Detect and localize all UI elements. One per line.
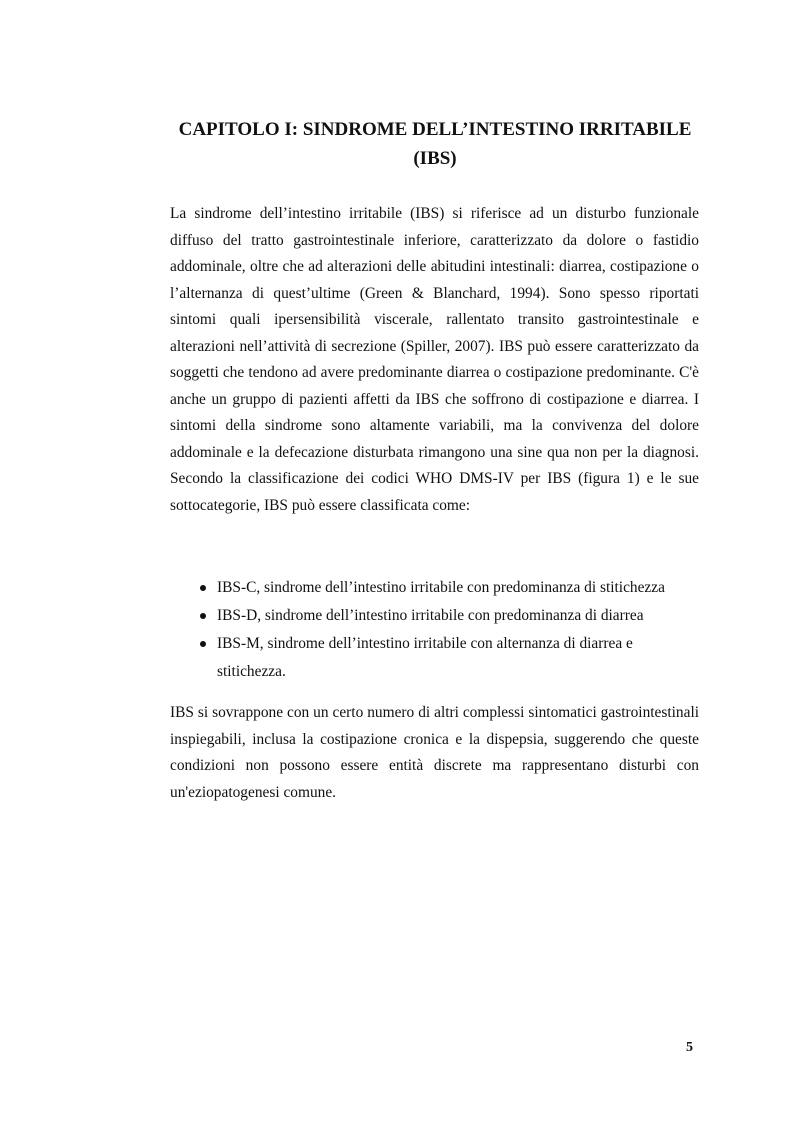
ibs-subtype-list bbox=[170, 574, 699, 686]
paragraph-intro: La sindrome dell’intestino irritabile (IBS) si riferisce ad un disturbo funzionale diffuso del tratto gastrointestinale inferiore, caratterizzato da dolore o fastidio addominale, oltre che ad alterazioni delle abitudini intestinali: diarrea, costipazione o l’alternanza di quest’ultime (Green & Blanchard, 1994). Sono spesso riportati sintomi quali ipersensibilità viscerale, rallentato transito gastrointestinale e alterazioni nell’attività di secrezione (Spiller, 2007). IBS può essere caratterizzato da soggetti che tendono ad avere predominante diarrea o costipazione predominante. C'è anche un gruppo di pazienti affetti da IBS che soffrono di costipazione e diarrea. I sintomi della sindrome sono altamente variabili, ma la convivenza del dolore addominale e la defecazione disturbata rimangono una sine qua non per la diagnosi. Secondo la classificazione dei codici WHO DMS-IV per IBS (figura 1) e le sue sottocategorie, IBS può essere classificata come: bbox=[170, 205, 699, 514]
bullet-icon bbox=[200, 613, 206, 619]
page-number: 5 bbox=[686, 1040, 693, 1055]
bullet-icon bbox=[200, 585, 206, 591]
list-item-text: IBS-M, sindrome dell’intestino irritabile con alternanza di diarrea e stitichezza. bbox=[217, 635, 633, 680]
paragraph-overlap: IBS si sovrappone con un certo numero di altri complessi sintomatici gastrointestinali inspiegabili, inclusa la costipazione cronica e la dispepsia, suggerendo che queste condizioni non possono essere entità discrete ma rappresentano disturbi con un'eziopatogenesi comune. bbox=[170, 704, 699, 801]
list-item bbox=[170, 630, 699, 686]
list-item-text: IBS-C, sindrome dell’intestino irritabile con predominanza di stitichezza bbox=[217, 579, 665, 596]
list-item-text: IBS-D, sindrome dell’intestino irritabile con predominanza di diarrea bbox=[217, 607, 644, 624]
list-item bbox=[170, 574, 699, 602]
list-item bbox=[170, 602, 699, 630]
chapter-title: CAPITOLO I: SINDROME DELL’INTESTINO IRRITABILE (IBS) bbox=[178, 119, 692, 169]
bullet-icon bbox=[200, 641, 206, 647]
